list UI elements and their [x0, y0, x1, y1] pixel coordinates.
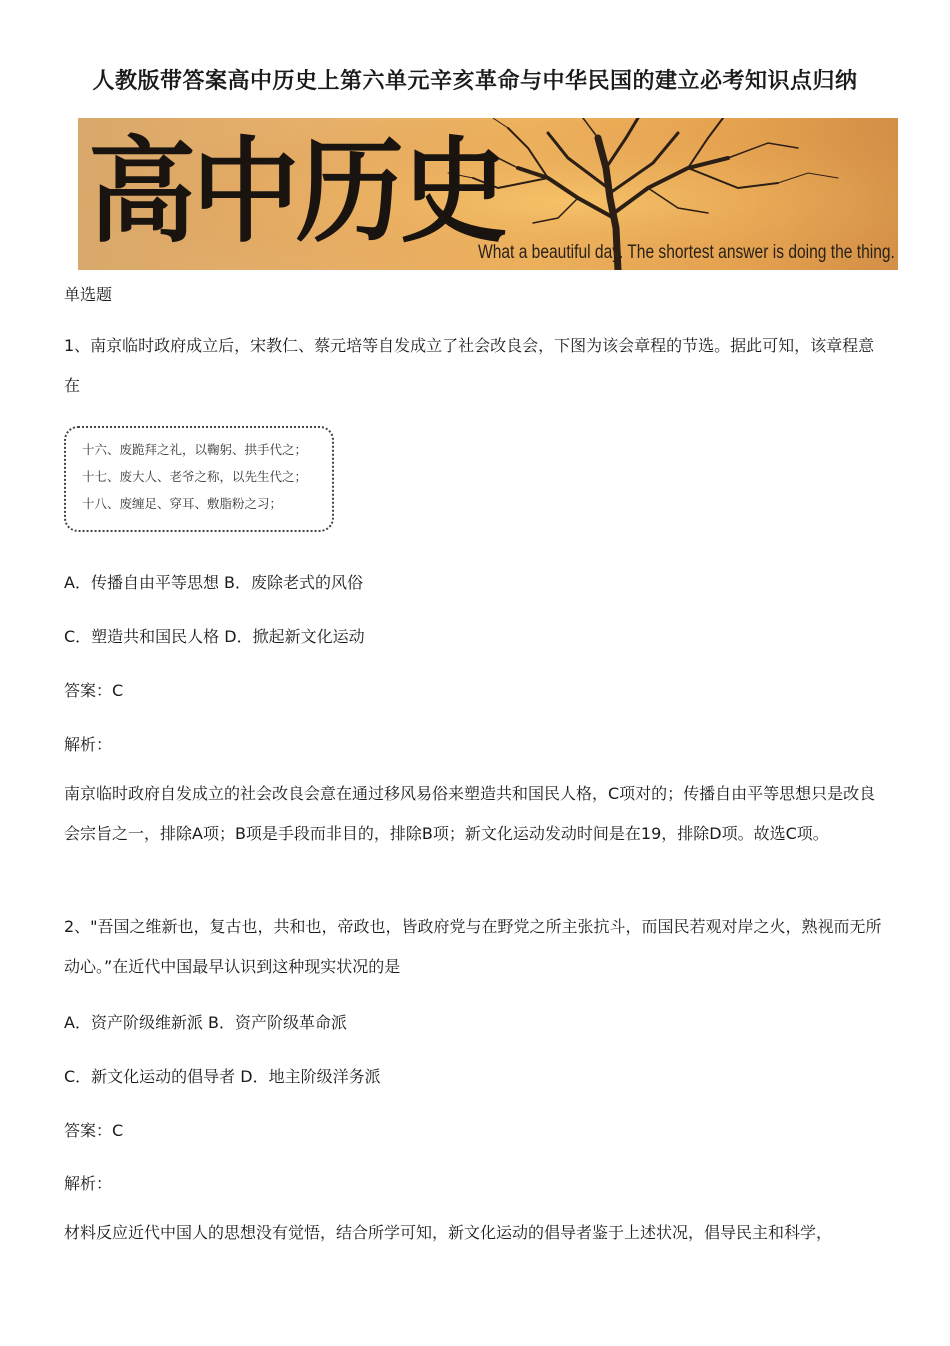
banner-motto: What a beautiful day. The shortest answer is doing the thing.: [478, 242, 895, 263]
question-1-answer: 答案：C: [64, 681, 124, 700]
question-2-answer: 答案：C: [64, 1121, 124, 1140]
figure-line: 十七、废大人、老爷之称，以先生代之；: [82, 469, 308, 484]
question-1-stem: 1、南京临时政府成立后，宋教仁、蔡元培等自发成立了社会改良会，下图为该会章程的节选。据此可知，该章程意在: [64, 336, 875, 395]
banner-calligraphy: 高中历史: [88, 125, 505, 259]
question-1-analysis: 南京临时政府自发成立的社会改良会意在通过移风易俗来塑造共和国民人格，C项对的；传播自由平等思想只是改良会宗旨之一，排除A项；B项是手段而非目的，排除B项；新文化运动发动时间是在19，排除D项。故选C项。: [64, 784, 876, 843]
question-2-options-cd: C．新文化运动的倡导者 D．地主阶级洋务派: [64, 1067, 381, 1086]
question-1-options-ab: A．传播自由平等思想 B．废除老式的风俗: [64, 573, 364, 592]
question-2-stem: 2、"吾国之维新也，复古也，共和也，帝政也，皆政府党与在野党之所主张抗斗，而国民若观对岸之火，熟视而无所动心。”在近代中国最早认识到这种现实状况的是: [64, 917, 882, 976]
document-title: 人教版带答案高中历史上第六单元辛亥革命与中华民国的建立必考知识点归纳: [92, 69, 858, 94]
question-1-figure: [64, 426, 334, 532]
history-banner: [78, 118, 898, 270]
question-2-analysis: 材料反应近代中国人的思想没有觉悟，结合所学可知，新文化运动的倡导者鉴于上述状况，倡导民主和科学，: [64, 1223, 833, 1242]
question-1-options-cd: C．塑造共和国民人格 D．掀起新文化运动: [64, 627, 365, 646]
section-label: 单选题: [64, 285, 113, 304]
figure-line: 十六、废跪拜之礼，以鞠躬、拱手代之；: [82, 442, 308, 457]
figure-line: 十八、废缠足、穿耳、敷脂粉之习；: [82, 496, 283, 511]
question-1-analysis-label: 解析：: [64, 735, 113, 754]
question-2-options-ab: A．资产阶级维新派 B．资产阶级革命派: [64, 1013, 348, 1032]
question-2-analysis-label: 解析：: [64, 1174, 113, 1193]
